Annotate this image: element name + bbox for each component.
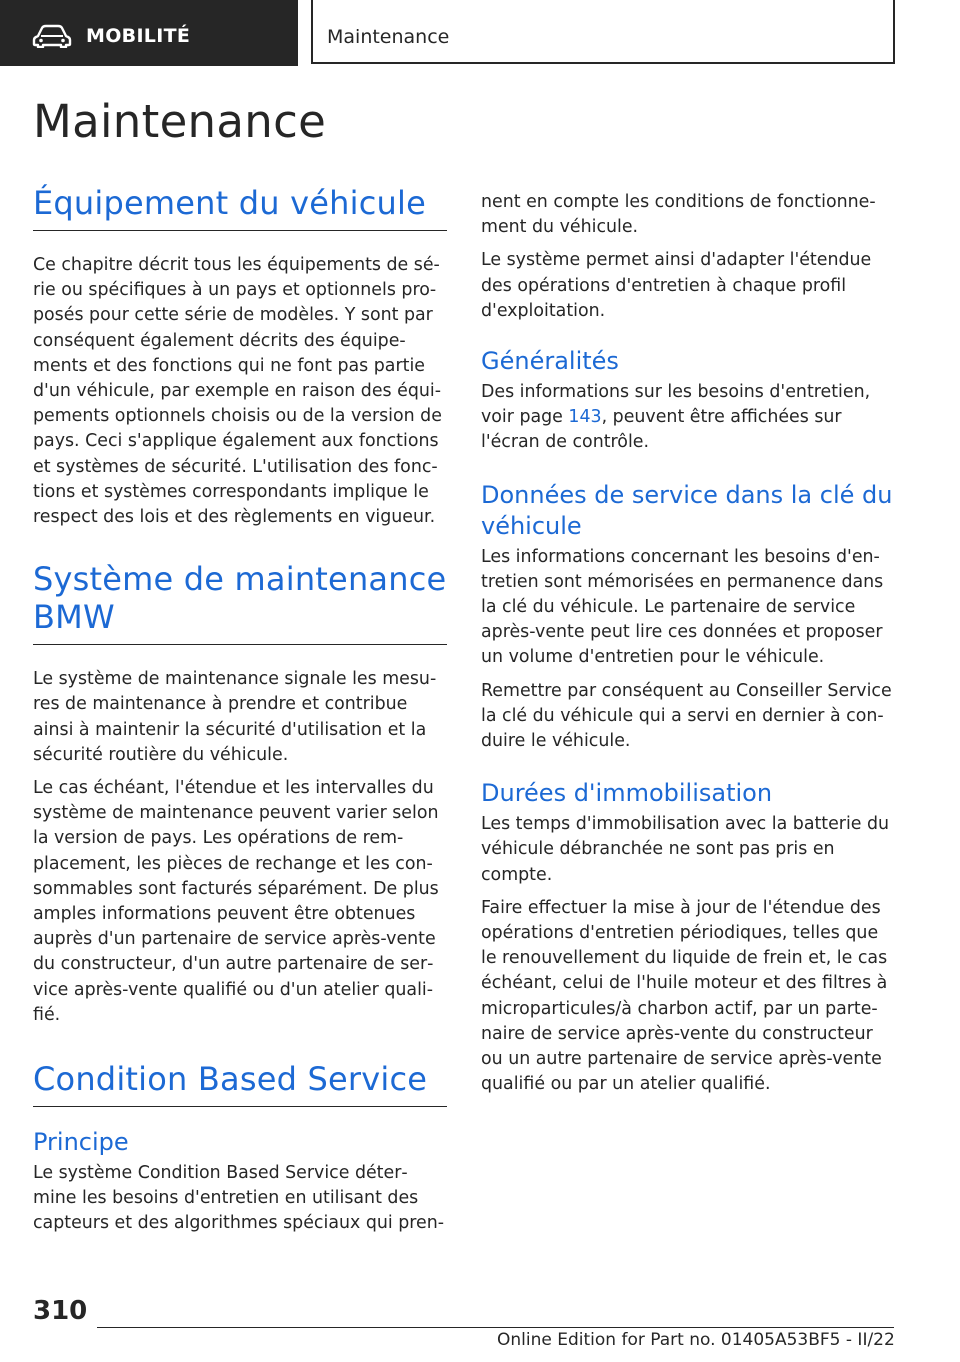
subheading-generalites: Généralités (481, 347, 619, 376)
paragraph-donnees-2: Remettre par conséquent au Conseiller Service la clé du véhicule qui a servi en dernier à con‐ duire le véhicule. (481, 680, 892, 752)
section-tab-mobilite[interactable] (0, 0, 298, 66)
paragraph-donnees-1: Les informations concernant les besoins d'en‐ tretien sont mémorisées en permanence dans la clé du véhicule. Le partenaire de service après-vente peut lire ces données et proposer un volume d'entretien pour le véhicule. (481, 546, 884, 668)
right-column (481, 190, 895, 1097)
heading-condition-based-service: Condition Based Service (33, 1060, 428, 1099)
chapter-tab-label: Maintenance (327, 26, 450, 48)
heading-rule (33, 230, 447, 231)
paragraph-adapt: Le système permet ainsi d'adapter l'étendue des opérations d'entretien à chaque profil d'exploitation. (481, 250, 872, 321)
paragraph-equipement: Ce chapitre décrit tous les équipements de sé‐ rie ou spécifiques à un pays et optionnels pro‐ posés pour cette série de modèles. Y sont par conséquent également décrits des équipe‐ ments et des fonctions qui ne font pas partie d'un véhicule, par exemple en raison des équi‐ pements optionnels choisis ou de la version de pays. Ceci s'applique également aux fonctions et systèmes de sécurité. L'utilisation des fonc‐ tions et systèmes correspondants implique le respect des lois et des règlements en vigueur. (33, 255, 442, 528)
footer-rule (97, 1327, 894, 1328)
paragraph-durees-1: Les temps d'immobilisation avec la batterie du véhicule débranchée ne sont pas pris en compte. (481, 814, 890, 885)
heading-equipement: Équipement du véhicule (33, 184, 426, 222)
section-tab-label: MOBILITÉ (86, 25, 191, 47)
footer-edition: Online Edition for Part no. 01405A53BF5 - II/22 (497, 1330, 895, 1350)
paragraph-durees-2: Faire effectuer la mise à jour de l'étendue des opérations d'entretien périodiques, telles que le renouvellement du liquide de frein et, le cas échéant, celui de l'huile moteur et des filtres à microparticules/à charbon actif, par un parte‐ naire de service après-vente du constructeur ou un autre partenaire de service après-vente qualifié ou par un atelier qualifié. (481, 897, 888, 1095)
left-column (33, 184, 447, 1237)
paragraph-systeme-2: Le cas échéant, l'étendue et les intervalles du système de maintenance peuvent varier selon la version de pays. Les opérations de rem‐ placement, les pièces de rechange et les con‐ sommables sont facturés séparément. De plus amples informations peuvent être obtenues auprès d'un partenaire de service après-vente du constructeur, d'un autre partenaire de ser‐ vice après-vente qualifié ou d'un atelier quali‐ fié. (33, 778, 439, 1025)
car-icon (32, 24, 72, 48)
page-title: Maintenance (33, 95, 327, 148)
heading-rule (33, 644, 447, 645)
subheading-donnees-service: Données de service dans la clé du véhicule (481, 480, 893, 540)
subheading-principe: Principe (33, 1128, 129, 1157)
heading-systeme-maintenance: Système de maintenance BMW (33, 560, 447, 637)
paragraph-continuation: nent en compte les conditions de fonctionne‐ ment du véhicule. (481, 192, 876, 238)
page-number: 310 (33, 1296, 88, 1326)
paragraph-systeme-1: Le système de maintenance signale les mesu‐ res de maintenance à prendre et contribue ainsi à maintenir la sécurité d'utilisation et la sécurité routière du véhicule. (33, 669, 437, 765)
chapter-tab-maintenance[interactable] (311, 0, 895, 64)
heading-rule (33, 1106, 447, 1107)
subheading-durees-immobilisation: Durées d'immobilisation (481, 779, 773, 808)
paragraph-generalites: Des informations sur les besoins d'entretien, voir page 143, peuvent être affichées sur l'écran de contrôle. (481, 382, 871, 453)
paragraph-principe: Le système Condition Based Service déter‐ mine les besoins d'entretien en utilisant des capteurs et des algorithmes spéciaux qui pren‐ (33, 1163, 445, 1234)
page-reference-link[interactable]: 143 (568, 407, 602, 428)
